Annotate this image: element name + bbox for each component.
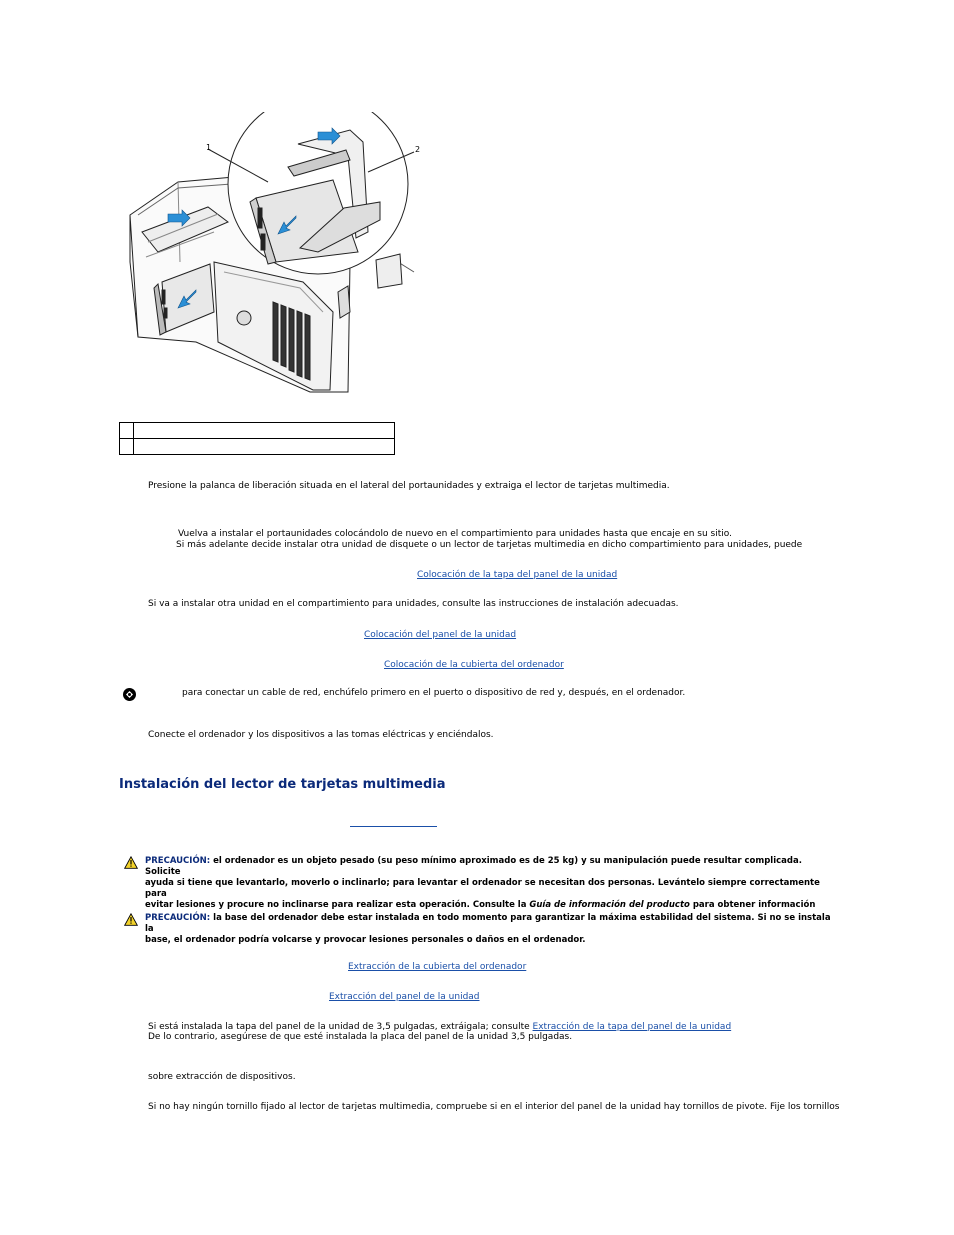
step-text: Conecte el ordenador y los dispositivos a las tomas eléctricas y enciéndalos. <box>148 730 494 740</box>
link-drive-panel-insert-removal[interactable]: Extracción de la tapa del panel de la unidad <box>532 1022 732 1032</box>
step-text: Presione la palanca de liberación situada en el lateral del portaunidades y extraiga el lector de tarjetas multimedia. <box>148 481 670 491</box>
table-cell <box>134 439 395 455</box>
callout-legend-table <box>119 422 395 455</box>
caution-line: para obtener información <box>689 900 816 910</box>
notice-icon <box>122 687 137 702</box>
caution-icon <box>124 913 138 926</box>
callout-number-2: 2 <box>415 145 421 154</box>
caution-stand-text <box>145 913 835 946</box>
step-text: Si más adelante decide instalar otra unidad de disquete o un lector de tarjetas multimedia en dicho compartimiento para unidades, puede <box>176 540 803 550</box>
install-step-text: Si no hay ningún tornillo fijado al lector de tarjetas multimedia, compruebe si en el interior del panel de la unidad hay tornillos de pivote. Fije los tornillos <box>148 1102 840 1112</box>
caution-label: PRECAUCIÓN: <box>145 856 211 866</box>
link-cover-replacement[interactable]: Colocación de la cubierta del ordenador <box>384 660 564 670</box>
caution-icon <box>124 856 138 869</box>
blank-link-underline[interactable] <box>350 826 437 827</box>
table-cell <box>120 423 134 439</box>
install-step-text: De lo contrario, asegúrese de que esté instalada la placa del panel de la unidad 3,5 pulgadas. <box>148 1032 573 1042</box>
table-row <box>120 439 395 455</box>
table-row <box>120 423 395 439</box>
table-cell <box>120 439 134 455</box>
caution-line: base, el ordenador podría volcarse y provocar lesiones personales o daños en el ordenador. <box>145 935 586 945</box>
media-card-reader-removal-illustration <box>118 112 428 394</box>
table-cell <box>134 423 395 439</box>
caution-line: ayuda si tiene que levantarlo, moverlo o inclinarlo; para levantar el ordenador se necesitan dos personas. Levántelo siempre correctamente para <box>145 878 820 899</box>
install-step-text: sobre extracción de dispositivos. <box>148 1072 296 1082</box>
link-drive-panel-insert-replacement[interactable]: Colocación de la tapa del panel de la unidad <box>417 570 618 580</box>
install-step-text <box>148 1022 731 1032</box>
section-heading: Instalación del lector de tarjetas multimedia <box>119 777 446 792</box>
callout-number-1: 1 <box>206 143 212 152</box>
caution-line: evitar lesiones y procure no inclinarse para realizar esta operación. Consulte la <box>145 900 530 910</box>
install-step-part: Si está instalada la tapa del panel de la unidad de 3,5 pulgadas, extráigala; consulte <box>148 1022 533 1032</box>
notice-text: para conectar un cable de red, enchúfelo primero en el puerto o dispositivo de red y, después, en el ordenador. <box>182 688 686 698</box>
link-cover-removal[interactable]: Extracción de la cubierta del ordenador <box>348 962 527 972</box>
step-text: Si va a instalar otra unidad en el compartimiento para unidades, consulte las instrucciones de instalación adecuadas. <box>148 599 679 609</box>
caution-line: el ordenador es un objeto pesado (su peso mínimo aproximado es de 25 kg) y su manipulación puede resultar complicada. Solicite <box>145 856 802 877</box>
link-drive-panel-replacement[interactable]: Colocación del panel de la unidad <box>364 630 517 640</box>
caution-line: la base del ordenador debe estar instalada en todo momento para garantizar la máxima estabilidad del sistema. Si no se instala la <box>145 913 831 934</box>
caution-weight-text <box>145 856 835 911</box>
link-drive-panel-removal[interactable]: Extracción del panel de la unidad <box>329 992 480 1002</box>
step-text: Vuelva a instalar el portaunidades colocándolo de nuevo en el compartimiento para unidades hasta que encaje en su sitio. <box>178 529 732 539</box>
caution-label: PRECAUCIÓN: <box>145 913 211 923</box>
product-guide-title: Guía de información del producto <box>529 900 690 910</box>
